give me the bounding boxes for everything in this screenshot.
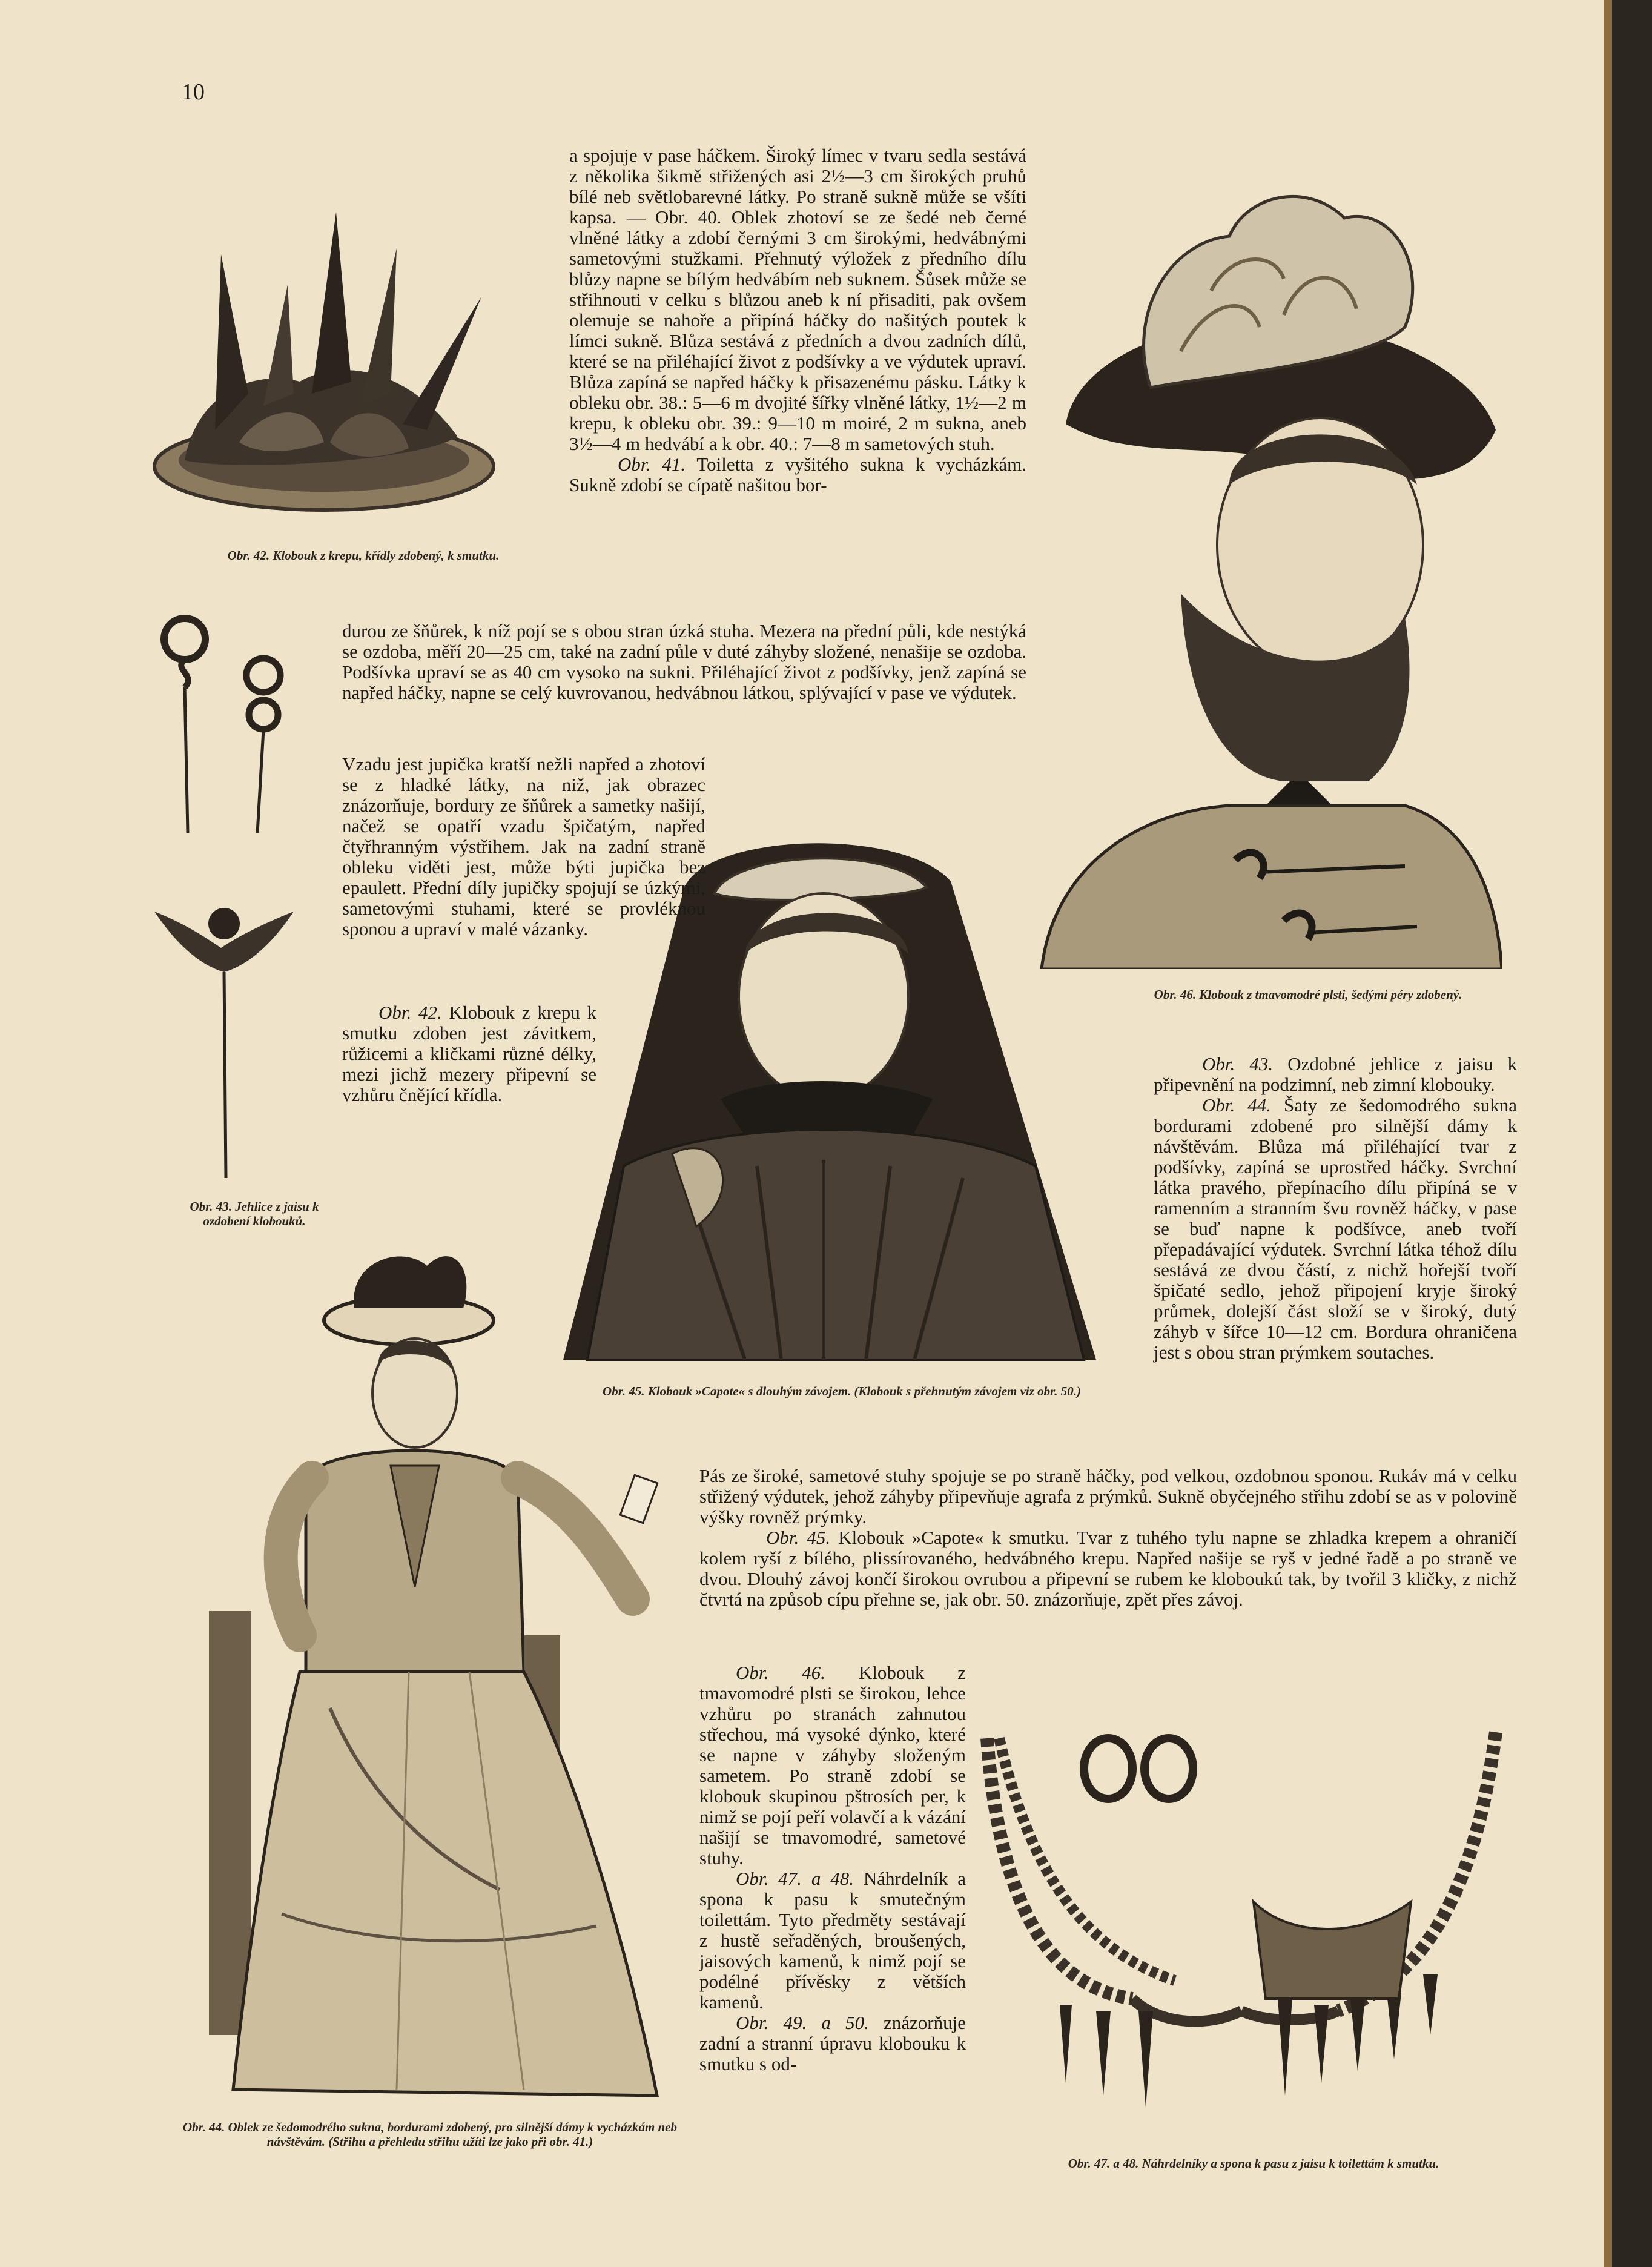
label-obr-45: Obr. 45.: [766, 1527, 831, 1548]
paragraph-45: [699, 1527, 1517, 1610]
paragraph-49: [699, 2013, 966, 2074]
text-para43-44: [1154, 1054, 1517, 1363]
fig47-48-caption: Obr. 47. a 48. Náhrdelníky a spona k pasu z jaisu k toilettám k smutku.: [1068, 2156, 1439, 2171]
fig46-caption: Obr. 46. Klobouk z tmavomodré plsti, šedými péry zdobený.: [1154, 987, 1462, 1002]
page-edge-shadow: [1604, 0, 1652, 2267]
text-para44-45-wide: [699, 1466, 1517, 1610]
fig46-feathered-hat-illustration: [1029, 170, 1502, 969]
label-obr-41: Obr. 41.: [618, 454, 686, 475]
text-col-bottom: [699, 1663, 966, 2074]
text-para41-wide: [342, 621, 1026, 703]
label-obr-43: Obr. 43.: [1202, 1053, 1274, 1074]
label-obr-42: Obr. 42.: [378, 1002, 442, 1023]
paragraph-41-narrow: Vzadu jest jupička kratší nežli napřed a zhotoví se z hladké látky, na niž, jak obrazec znázorňuje, bordury ze šňůrek a sametky našijí, načež se opatří vzadu špičatým, napřed čtyřhranným výstřihem. Jak na zadní straně obleku viděti jest, může býti jupička bez epaulett. Přední díly jupičky spojují se úzkými, sametovými stuhami, které se provléknou sponou a upraví v malé vázanky.: [342, 753, 705, 939]
label-obr-44: Obr. 44.: [1202, 1094, 1272, 1116]
fig42-caption: Obr. 42. Klobouk z krepu, křídly zdobený, k smutku.: [227, 548, 500, 563]
fig44-caption: Obr. 44. Oblek ze šedomodrého sukna, bordurami zdobený, pro silnější dámy k vycházkám neb návštěvám. (Střihu a přehledu střihu užíti lze jako při obr. 41.): [182, 2120, 678, 2149]
paragraph-43: [1154, 1054, 1517, 1095]
label-obr-47: Obr. 47. a 48.: [736, 1868, 854, 1889]
para46-text: Klobouk z tmavomodré plsti se širokou, lehce vzhůru po stranách zahnutou střechou, má vysoké dýnko, které se napne v záhyby složeným sametem. Po straně zdobí se klobouk skupinou pštrosích per, k nimž se pojí peří volavčí a k vázání našijí se tmavomodré, sametové stuhy.: [699, 1662, 966, 1868]
paragraph-continuation: a spojuje v pase háčkem. Široký límec v tvaru sedla sestává z několika šikmě střižených asi 2½—3 cm širokých pruhů bílé neb světlobarevné látky. Po straně sukně může se všíti kapsa. — Obr. 40. Oblek zhotoví se ze šedé neb černé vlněné látky a zdobí černými 3 cm širokými, hedvábnými sametovými stužkami. Přehnutý výložek z předního dílu blůzy napne se bílým hedvábím neb suknem. Šůsek může se střihnouti v celku s blůzou aneb k ní přisaditi, pak ovšem olemuje se nahoře a připíná háčky do našitých poutek k límci sukně. Blůza sestává z předních a dvou zadních dílů, které se na přiléhající život z podšívky a ve výdutek upraví. Blůza zapíná se napřed háčky k přisazenému pásku. Látky k obleku obr. 38.: 5—6 m dvojité šířky vlněné látky, 1½—2 m krepu, k obleku obr. 39.: 9—10 m moiré, 2 m sukna, aneb 3½—4 m hedvábí a k obr. 40.: 7—8 m sametových stuh.: [569, 145, 1026, 454]
para47-text: Náhrdelník a spona k pasu k smutečným toilettám. Tyto předměty sestávají z hustě seřaděných, broušených, jaisových kamenů, k nimž pojí se podélné přívěsky z větších kamenů.: [699, 1868, 966, 2013]
text-para42: [342, 1002, 596, 1105]
paragraph-42: [342, 1002, 596, 1105]
label-obr-46: Obr. 46.: [736, 1662, 825, 1683]
paragraph-41-head: [569, 454, 1026, 495]
fig43-hatpins-illustration: [148, 609, 300, 1184]
fig47-48-necklaces-illustration: [975, 1720, 1508, 2132]
para42-text: Klobouk z krepu k smutku zdoben jest závitkem, růžicemi a kličkami různé délky, mezi jichž mezery připevní se vzhůru čnějící křídla.: [342, 1002, 597, 1105]
para41-head-text: Toiletta z vyšitého sukna k vycházkám. Sukně zdobí se cípatě našitou bor-: [569, 454, 1026, 495]
fig42-hat-illustration: [142, 176, 518, 533]
fig43-caption: Obr. 43. Jehlice z jaisu k ozdobení klobouků.: [190, 1199, 319, 1228]
text-para41-narrow: [342, 754, 705, 939]
para43-text: Ozdobné jehlice z jaisu k připevnění na podzimní, neb zimní klobouky.: [1154, 1053, 1517, 1095]
paragraph-46: [699, 1663, 966, 1868]
paragraph-41-wide: durou ze šňůrek, k níž pojí se s obou stran úzká stuha. Mezera na přední půli, kde nestýká se ozdoba, měří 20—25 cm, také na zadní půle v duté záhyby složené, nenašije se ozdoba. Podšívka upraví se as 40 cm vysoko na sukni. Přiléhající život z podšívky, jenž zapíná se napřed háčky, napne se celý kuvrovanou, hedvábnou látkou, splývající v pase ve výdutek.: [342, 620, 1026, 703]
label-obr-49: Obr. 49. a 50.: [736, 2012, 869, 2033]
para44-text: Šaty ze šedomodrého sukna bordurami zdobené pro silnější dámy k návštěvám. Blůza má přiléhající tvar z podšívky, zapíná se uprostřed háčky. Svrchní látka pravého, přepínacího dílu připíná se v ramenním a stranním švu rovněž háčky, v pase se buď napne k podšívce, aneb tvoří přepadávající výdutek. Svrchní látka téhož dílu sestává ze dvou částí, z nichž hořejší tvoří špičaté sedlo, jehož připojení kryje široký průmek, dolejší část složí se v široký, dutý záhyb v šířce 10—12 cm. Bordura ohraničena jest s obou stran prýmkem soutaches.: [1154, 1094, 1517, 1363]
para45-text: Klobouk »Capote« k smutku. Tvar z tuhého tylu napne se zhladka krepem a ohraničí kolem ryší z bílého, plissírovaného, hedvábného krepu. Napřed našije se ryš v jedné řadě a po straně ve dvou. Dlouhý závoj končí širokou ovrubou a připevní se rubem ke kloboukú tak, by tvořil 3 kličky, z nichž čtvrtá na způsob cípu přehne se, jak obr. 50. znázorňuje, zpět přes závoj.: [699, 1527, 1518, 1610]
paragraph-47: [699, 1868, 966, 2013]
page-number: 10: [182, 79, 205, 105]
para49-text: znázorňuje zadní a stranní úpravu klobouku k smutku s od-: [699, 2012, 966, 2074]
fig45-caption: Obr. 45. Klobouk »Capote« s dlouhým závojem. (Klobouk s přehnutým závojem viz obr. 50.): [603, 1384, 1081, 1398]
text-col-top: [569, 145, 1026, 495]
paragraph-44: [1154, 1095, 1517, 1363]
paragraph-44-wide: Pás ze široké, sametové stuhy spojuje se po straně háčky, pod velkou, ozdobnou sponou. Rukáv má v celku střižený výdutek, jehož záhyby připevňuje agrafa z prýmků. Sukně obyčejného střihu zdobí se as v polovině výšky rovněž prýmky.: [699, 1465, 1517, 1527]
